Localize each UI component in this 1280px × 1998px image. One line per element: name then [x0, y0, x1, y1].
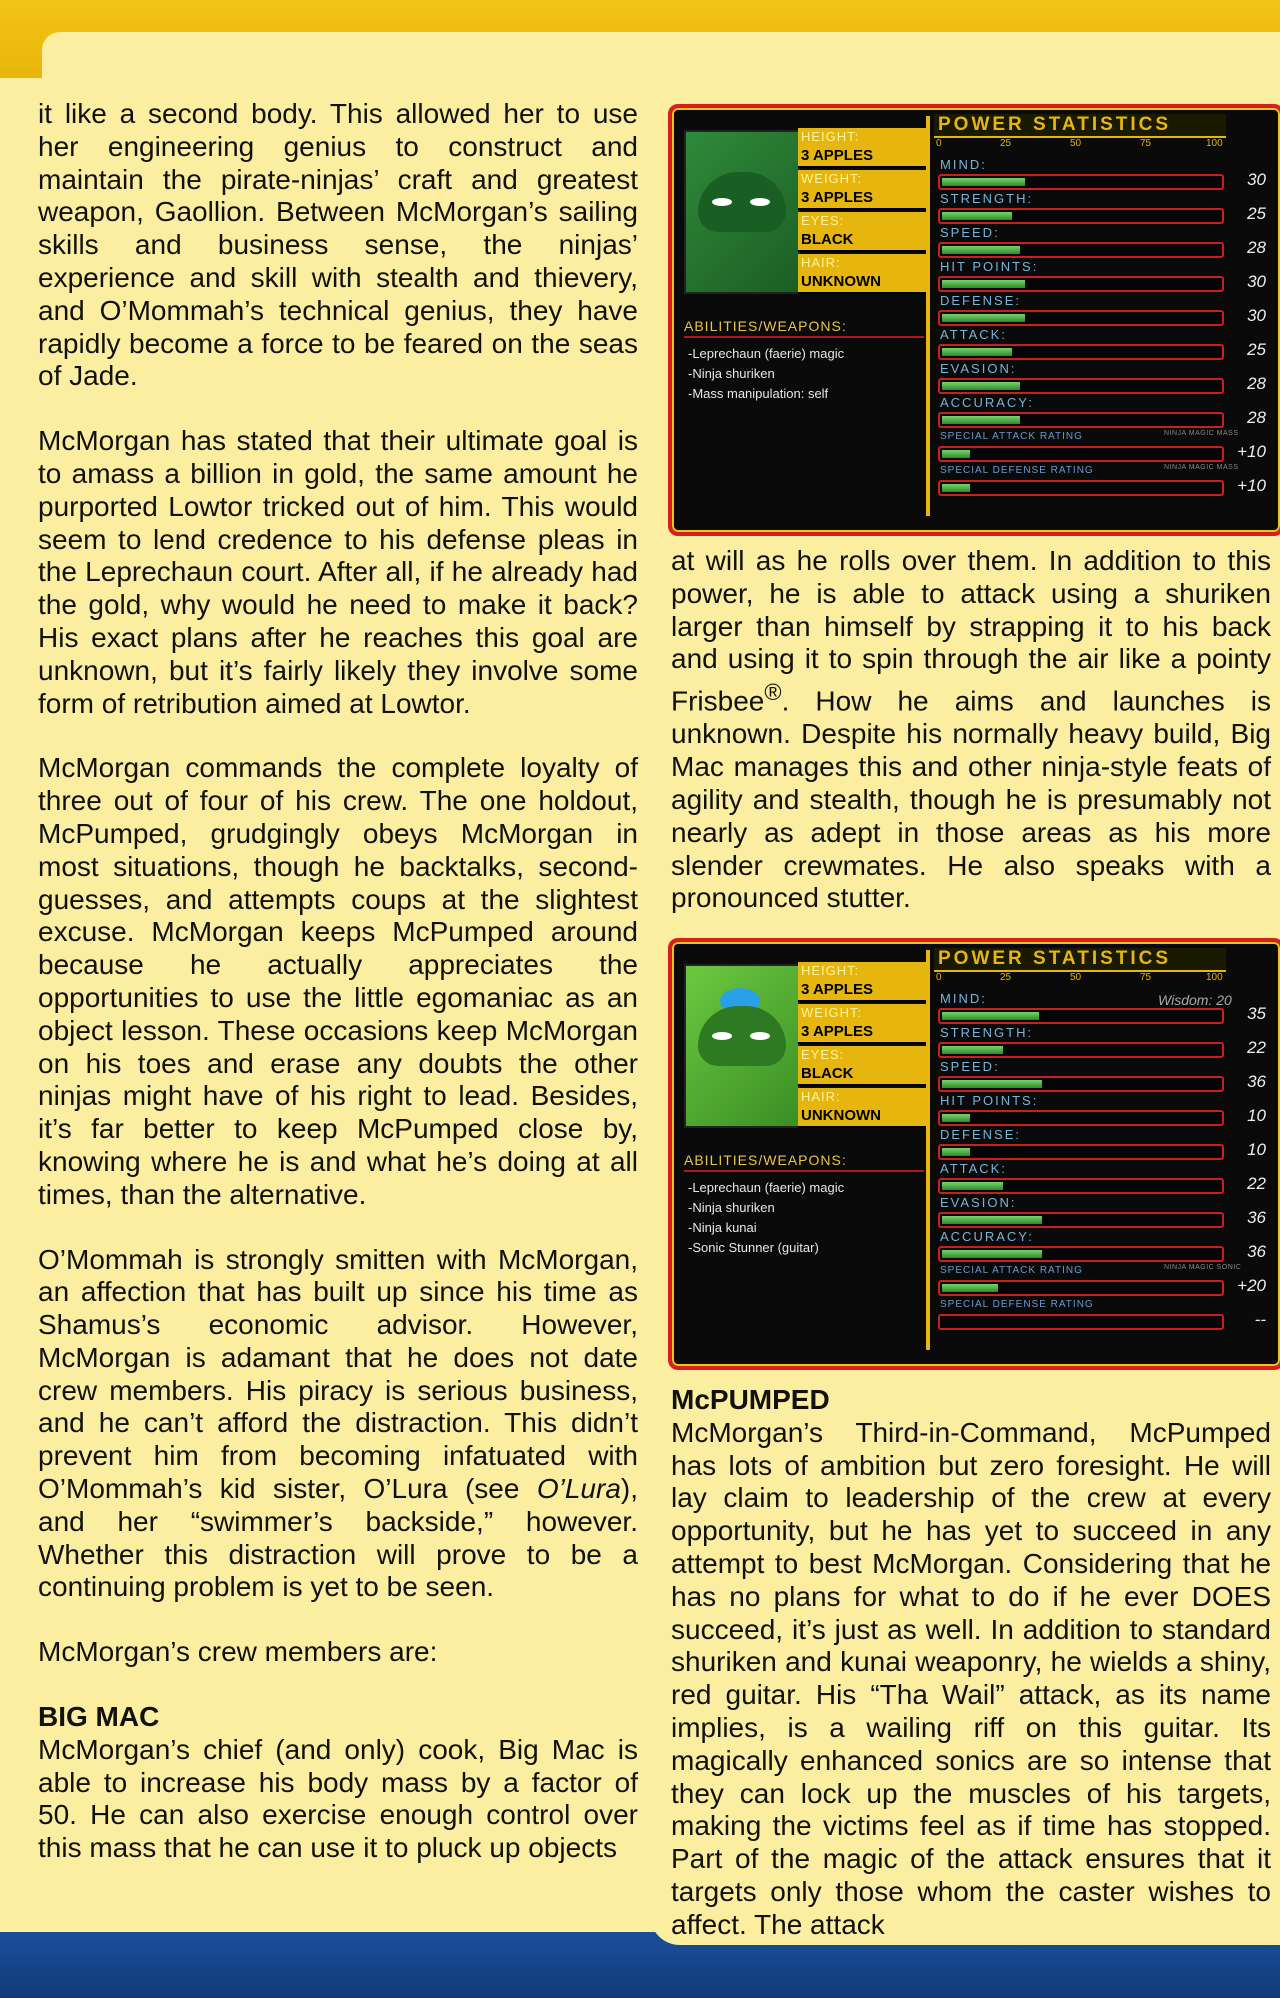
attribute-list [798, 128, 926, 296]
scale-tick: 50 [1070, 972, 1082, 983]
stat-bar [942, 1182, 1003, 1190]
paragraph: McMorgan’s chief (and only) cook, Big Mac is able to increase his body mass by a factor of 50. He can also exercise enough control over this mass that he can use it to pluck up objects [38, 1733, 638, 1864]
stat-label: SPECIAL DEFENSE RATING [940, 465, 1094, 476]
abilities-list [688, 1178, 844, 1258]
stat-track [938, 208, 1224, 224]
stat-value: 36 [1247, 1208, 1266, 1227]
scale-tick: 25 [1000, 138, 1012, 149]
stat-speed [934, 226, 1270, 260]
attr-label: WEIGHT: [798, 1004, 926, 1022]
power-statistics-title: POWER STATISTICS [934, 948, 1226, 972]
stat-label: SPEED: [940, 225, 1000, 240]
stat-label: DEFENSE: [940, 1127, 1022, 1142]
abilities-title: ABILITIES/WEAPONS: [684, 318, 924, 338]
stat-value: +20 [1237, 1276, 1266, 1295]
stat-value: 35 [1247, 1004, 1266, 1023]
power-statistics [934, 948, 1270, 1332]
stat-speed [934, 1060, 1270, 1094]
stat-bar [942, 348, 1012, 356]
stat-card-big-mac [668, 104, 1280, 536]
cross-reference: O’Lura [536, 1473, 621, 1505]
eye-shape [712, 1032, 732, 1040]
scale-tick: 25 [1000, 972, 1012, 983]
stat-track [938, 378, 1224, 394]
stat-tag: NINJA MAGIC MASS [1164, 464, 1239, 471]
stat-bar [942, 1284, 998, 1292]
text: O’Mommah is strongly smitten with McMorgan, an affection that has built up since his time as Shamus’s economic advisor. However, McMorgan is adamant that he does not date crew members. His piracy is serious business, and he can’t afford the distraction. This didn’t prevent him from becoming infatuated with O’Mommah’s kid sister, O’Lura (see [38, 1243, 638, 1505]
stat-value: 36 [1247, 1072, 1266, 1091]
right-column-bottom [671, 1384, 1271, 1974]
power-statistics [934, 114, 1270, 498]
stat-special-attack [934, 1264, 1270, 1298]
stat-value: +10 [1237, 442, 1266, 461]
power-statistics-title: POWER STATISTICS [934, 114, 1226, 138]
stat-value: 28 [1247, 374, 1266, 393]
stat-track [938, 1212, 1224, 1228]
stat-value: -- [1254, 1310, 1266, 1329]
stat-bar [942, 382, 1020, 390]
stat-track [938, 480, 1224, 496]
stat-value: 28 [1247, 408, 1266, 427]
text: at will as he rolls over them. In addition to this power, he is able to attack using a shuriken larger than himself by strapping it to his back and using it to spin through the air like a pointy Frisbee [671, 545, 1271, 717]
ability-item: -Leprechaun (faerie) magic [688, 1180, 845, 1195]
stat-track [938, 1076, 1224, 1092]
paragraph: McMorgan’s Third-in-Command, McPumped has lots of ambition but zero foresight. He will lay claim to leadership of the crew at every opportunity, but he has yet to succeed in any attempt to best McMorgan. Considering that he has no plans for what to do if he ever DOES succeed, it’s just as well. In addition to standard shuriken and kunai weaponry, he wields a shiny, red guitar. His “Tha Wail” attack, as its name implies, is a wailing riff on this guitar. Its magically enhanced sonics are so intense that they can lock up the muscles of his targets, making the victims feel as if time has stopped. Part of the magic of the attack ensures that it targets only those whom the caster wishes to affect. The attack [671, 1416, 1271, 1940]
stat-track [938, 446, 1224, 462]
abilities-list [688, 344, 844, 404]
attr-label: HAIR: [798, 254, 926, 272]
scale-tick: 100 [1206, 972, 1223, 983]
stat-bar [942, 314, 1025, 322]
attr-weight [798, 1004, 926, 1046]
paragraph: it like a second body. This allowed her to use her engineering genius to construct and maintain the pirate-ninjas’ craft and greatest weapon, Gaollion. Between McMorgan’s sailing skills and business sense, the ninjas’ experience and skill with stealth and thievery, and O’Mommah’s technical genius, they have rapidly become a force to be feared on the seas of Jade. [38, 98, 638, 392]
scale-tick: 100 [1206, 138, 1223, 149]
attr-value: UNKNOWN [798, 272, 926, 294]
stat-evasion [934, 1196, 1270, 1230]
attr-label: HEIGHT: [798, 962, 926, 980]
eye-shape [712, 198, 732, 206]
stat-mind [934, 992, 1270, 1026]
section-heading-mcpumped: McPUMPED [671, 1384, 830, 1415]
divider [926, 950, 930, 1350]
stat-bar [942, 178, 1025, 186]
stat-value: 25 [1247, 340, 1266, 359]
header-tab [42, 32, 1280, 92]
stat-label: STRENGTH: [940, 1025, 1034, 1040]
stat-bar [942, 280, 1025, 288]
ability-item: -Sonic Stunner (guitar) [688, 1240, 819, 1255]
stat-bar [942, 1080, 1042, 1088]
stat-attack [934, 1162, 1270, 1196]
attr-value: BLACK [798, 1064, 926, 1086]
stat-accuracy [934, 1230, 1270, 1264]
stat-bar [942, 1148, 970, 1156]
stat-label: ACCURACY: [940, 1229, 1034, 1244]
attribute-list [798, 962, 926, 1130]
stat-value: 22 [1247, 1038, 1266, 1057]
ability-item: -Ninja shuriken [688, 1200, 775, 1215]
scale [934, 972, 1234, 992]
stat-value: 10 [1247, 1106, 1266, 1125]
attr-eyes [798, 212, 926, 254]
stat-strength [934, 1026, 1270, 1060]
stat-bar [942, 246, 1020, 254]
attr-value: UNKNOWN [798, 1106, 926, 1128]
stat-label: ACCURACY: [940, 395, 1034, 410]
stat-defense [934, 1128, 1270, 1162]
stat-value: 30 [1247, 272, 1266, 291]
stat-hit-points [934, 260, 1270, 294]
stat-track [938, 310, 1224, 326]
stat-label: STRENGTH: [940, 191, 1034, 206]
stat-label: MIND: [940, 157, 987, 172]
stat-label: SPECIAL ATTACK RATING [940, 1265, 1083, 1276]
stat-bar [942, 1216, 1042, 1224]
stat-label: EVASION: [940, 361, 1017, 376]
scale-tick: 75 [1140, 972, 1152, 983]
stat-bar [942, 416, 1020, 424]
right-column-top [671, 545, 1271, 947]
stat-label: EVASION: [940, 1195, 1017, 1210]
stat-bar [942, 484, 970, 492]
attr-weight [798, 170, 926, 212]
attr-label: HAIR: [798, 1088, 926, 1106]
paragraph: McMorgan commands the complete loyalty of three out of four of his crew. The one holdout, McPumped, grudgingly obeys McMorgan in most situations, though he backtalks, second-guesses, and attempts coups at the slightest excuse. McMorgan keeps McPumped around because he actually appreciates the opportunities to use the little egomaniac as an object lesson. These occasions keep McMorgan on his toes and erase any doubts the other ninjas might have of his right to lead. Besides, it’s far better to keep McPumped close by, knowing where he is and what he’s doing at all times, than the alternative. [38, 752, 638, 1210]
stat-attack [934, 328, 1270, 362]
stat-bar [942, 1250, 1042, 1258]
scale-tick: 50 [1070, 138, 1082, 149]
stat-value: 30 [1247, 170, 1266, 189]
scale [934, 138, 1234, 158]
attr-height [798, 962, 926, 1004]
stat-track [938, 242, 1224, 258]
paragraph: McMorgan has stated that their ultimate goal is to amass a billion in gold, the same amount he purported Lowtor tricked out of him. This would seem to lend credence to his defense pleas in the Leprechaun court. After all, if he already had the gold, why would he need to make it back? His exact plans after he reaches this goal are unknown, but it’s fairly likely they involve some form of retribution aimed at Lowtor. [38, 425, 638, 719]
stat-hit-points [934, 1094, 1270, 1128]
paragraph [671, 545, 1271, 915]
stat-label: SPECIAL DEFENSE RATING [940, 1299, 1094, 1310]
stat-label: ATTACK: [940, 1161, 1007, 1176]
eye-shape [750, 198, 770, 206]
stat-label: HIT POINTS: [940, 259, 1039, 274]
stat-special-defense [934, 464, 1270, 498]
ability-item: -Ninja kunai [688, 1220, 757, 1235]
stat-value: +10 [1237, 476, 1266, 495]
paragraph [38, 1244, 638, 1605]
stat-tag: NINJA MAGIC SONIC [1164, 1264, 1242, 1271]
stat-track [938, 1144, 1224, 1160]
stat-value: 30 [1247, 306, 1266, 325]
attr-label: WEIGHT: [798, 170, 926, 188]
attr-hair [798, 1088, 926, 1130]
attr-eyes [798, 1046, 926, 1088]
stat-evasion [934, 362, 1270, 396]
stat-value: 10 [1247, 1140, 1266, 1159]
scale-tick: 75 [1140, 138, 1152, 149]
stat-bar [942, 212, 1012, 220]
ability-item: -Mass manipulation: self [688, 386, 829, 401]
stat-value: 28 [1247, 238, 1266, 257]
paragraph: McMorgan’s crew members are: [38, 1636, 438, 1668]
stat-label: DEFENSE: [940, 293, 1022, 308]
stat-accuracy [934, 396, 1270, 430]
character-portrait-big-mac [684, 130, 800, 294]
stat-bar [942, 450, 970, 458]
attr-height [798, 128, 926, 170]
attr-label: HEIGHT: [798, 128, 926, 146]
attr-value: 3 APPLES [798, 1022, 926, 1044]
text: ), and her “swimmer’s backside,” however. Whether this distraction will prove to be a continuing problem is yet to be seen. [38, 1473, 638, 1603]
stat-track [938, 344, 1224, 360]
stat-special-attack [934, 430, 1270, 464]
stat-track [938, 1246, 1224, 1262]
ability-item: -Ninja shuriken [688, 366, 775, 381]
stat-track [938, 1178, 1224, 1194]
stat-track [938, 1042, 1224, 1058]
attr-value: BLACK [798, 230, 926, 252]
stat-track [938, 276, 1224, 292]
stat-strength [934, 192, 1270, 226]
scale-tick: 0 [936, 972, 942, 983]
stat-value: 36 [1247, 1242, 1266, 1261]
stat-label: SPECIAL ATTACK RATING [940, 431, 1083, 442]
stat-tag: NINJA MAGIC MASS [1164, 430, 1239, 437]
stat-track [938, 412, 1224, 428]
scale-tick: 0 [936, 138, 942, 149]
divider [926, 116, 930, 516]
stat-mind [934, 158, 1270, 192]
registered-mark: ® [764, 679, 782, 706]
stat-value: 25 [1247, 204, 1266, 223]
character-portrait-mcpumped [684, 964, 800, 1128]
stat-track [938, 1280, 1224, 1296]
left-column [38, 98, 638, 1897]
stat-label: SPEED: [940, 1059, 1000, 1074]
stat-track [938, 1008, 1224, 1024]
attr-value: 3 APPLES [798, 188, 926, 210]
stat-defense [934, 294, 1270, 328]
attr-value: 3 APPLES [798, 980, 926, 1002]
stat-label: ATTACK: [940, 327, 1007, 342]
stat-bar [942, 1114, 970, 1122]
stat-label: HIT POINTS: [940, 1093, 1039, 1108]
stat-bar [942, 1012, 1039, 1020]
stat-track [938, 1110, 1224, 1126]
wisdom-note: Wisdom: 20 [1158, 992, 1232, 1008]
abilities-title: ABILITIES/WEAPONS: [684, 1152, 924, 1172]
attr-hair [798, 254, 926, 296]
stat-bar [942, 1046, 1003, 1054]
attr-value: 3 APPLES [798, 146, 926, 168]
stat-value: 22 [1247, 1174, 1266, 1193]
section-heading-big-mac: BIG MAC [38, 1701, 160, 1733]
stat-label: MIND: [940, 991, 987, 1006]
attr-label: EYES: [798, 212, 926, 230]
stat-track [938, 1314, 1224, 1330]
stat-special-defense [934, 1298, 1270, 1332]
stat-card-mcpumped [668, 938, 1280, 1370]
eye-shape [750, 1032, 770, 1040]
stat-track [938, 174, 1224, 190]
ability-item: -Leprechaun (faerie) magic [688, 346, 845, 361]
text: . How he aims and launches is unknown. Despite his normally heavy build, Big Mac manages this and other ninja-style feats of agility and stealth, though he is presumably not nearly as adept in those areas as his more slender crewmates. He also speaks with a pronounced stutter. [671, 685, 1271, 914]
attr-label: EYES: [798, 1046, 926, 1064]
